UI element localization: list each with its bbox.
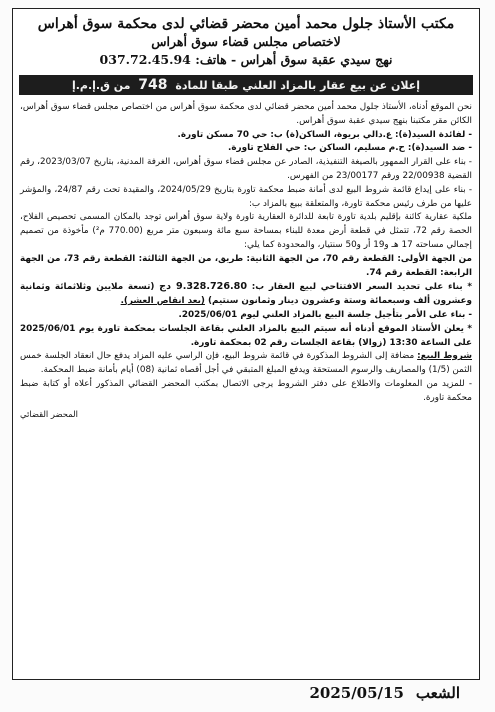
publication-date: 2025/05/15	[309, 684, 404, 702]
property-boundaries-paragraph: من الجهة الأولى: القطعة رقم 70، من الجهة الثانية: طريق، من الجهة الثالثة: القطعة رقم 73، من الجهة الرابعة: القطعة رقم 74.	[20, 253, 472, 278]
address-phone-line: نهج سيدي عقبة سوق أهراس - هاتف: 037.72.45.94	[99, 52, 393, 67]
opening-price-intro: * بناء على تحديد السعر الافتتاحي لبيع العقار ب:	[251, 282, 472, 293]
opening-price-paragraph	[20, 280, 472, 309]
office-title: مكتب الأستاذ جلول محمد أمين محضر قضائي لدى محكمة سوق أهراس	[37, 16, 455, 32]
banner-article-number: 748	[138, 77, 168, 93]
notice-banner	[19, 75, 473, 95]
banner-text-post: من ق.إ.م.إ	[71, 79, 131, 92]
notice-header	[13, 9, 479, 69]
property-description-paragraph: ملكية عقارية كائنة بإقليم بلدية تاورة تابعة للدائرة العقارية تاورة ولاية سوق أهراس توجد بالمكان المسمى تحصيص الفلاح، الحصة رقم 72، تتمثل في قطعة أرض معدة للبناء بمساحة سبع مائة وسبعون متر مربع (770.00 م²) مأخوذة من تصميم إجمالي مساحته 17 هـ و19 أر و50 سنتيار، والمحدودة كما يلي:	[20, 212, 472, 250]
plaintiff-line: - لفائدة السيد(ة): ع.دالي بريوة، الساكن(ة) ب: حي 70 مسكن تاورة.	[177, 129, 472, 140]
deposit-conditions-paragraph: - بناء على إيداع قائمة شروط البيع لدى أمانة ضبط محكمة تاورة بتاريخ 2024/05/29، والمقيدة تحت رقم 24/87، والمؤشر عليها من طرف رئيس محكمة تاورة، والمتعلقة ببيع بالمزاد ب:	[20, 184, 472, 209]
intro-paragraph: نحن الموقع أدناه، الأستاذ جلول محمد أمين محضر قضائي لدى محكمة سوق أهراس من اختصاص مجلس قضاء سوق أهراس، الكائن مقر مكتبنا بنهج سيدي عقبة سوق أهراس.	[20, 102, 472, 126]
legal-notice	[12, 8, 480, 680]
decision-reference-paragraph: - بناء على القرار الممهور بالصيغة التنفيذية، الصادر عن مجلس قضاء سوق أهراس، الغرفة المدنية، بتاريخ 2023/03/07، رقم القضية 22/00938 ورقم 23/00177 من الفهرس.	[20, 157, 472, 181]
postponement-paragraph: - بناء على الأمر بتأجيل جلسة البيع بالمزاد العلني ليوم 2025/06/01.	[178, 309, 472, 320]
newspaper-name: الشعب	[415, 684, 460, 702]
publication-footer	[20, 682, 460, 704]
contact-paragraph: - للمزيد من المعلومات والاطلاع على دفتر الشروط يرجى الاتصال بمكتب المحضر القضائي المذكور أعلاه أو كتابة ضبط محكمة تاورة.	[20, 378, 472, 403]
bailiff-signature: المحضر القضائي	[20, 408, 78, 419]
signature-row	[20, 408, 472, 422]
opening-price-value: 9.328.726.80 دج	[159, 281, 248, 293]
defendant-line: - ضد السيد(ة): ح.م مسليم، الساكن ب: حي الفلاح تاورة.	[228, 143, 472, 154]
sale-conditions-paragraph	[20, 350, 472, 378]
sale-conditions-title: شروط البيع:	[417, 351, 472, 362]
notice-body	[13, 99, 479, 421]
banner-text-pre: إعلان عن بيع عقار بالمزاد العلني طبقا للمادة	[175, 79, 421, 92]
jurisdiction-line: لاختصاص مجلس قضاء سوق أهراس	[151, 34, 341, 49]
opening-price-note: (بعد انقاص العشر).	[120, 296, 205, 307]
sale-conditions-text: مضافة إلى الشروط المذكورة في قائمة شروط البيع، فإن الراسي عليه المزاد يدفع حال انعقاد الجلسة خمس الثمن (1/5) والمصاريف والرسوم المستحقة ويدفع المبلغ المتبقي في أجل أقصاه ثمانية (08) أيام بأمانة ضبط المحكمة.	[20, 351, 472, 376]
opening-price-words: (تسعة ملايين وثلاثمائة وثمانية وعشرون ألف وسبعمائة وستة وعشرون دينار وثمانون سنتيم)	[20, 282, 472, 307]
auction-date-paragraph: * يعلن الأستاذ الموقع أدناه أنه سيتم البيع بالمزاد العلني بقاعة الجلسات بمحكمة تاورة يوم 2025/06/01 على الساعة 13:30 (زوالا) بقاعة الجلسات رقم 02 بمحكمة تاورة.	[20, 323, 472, 348]
